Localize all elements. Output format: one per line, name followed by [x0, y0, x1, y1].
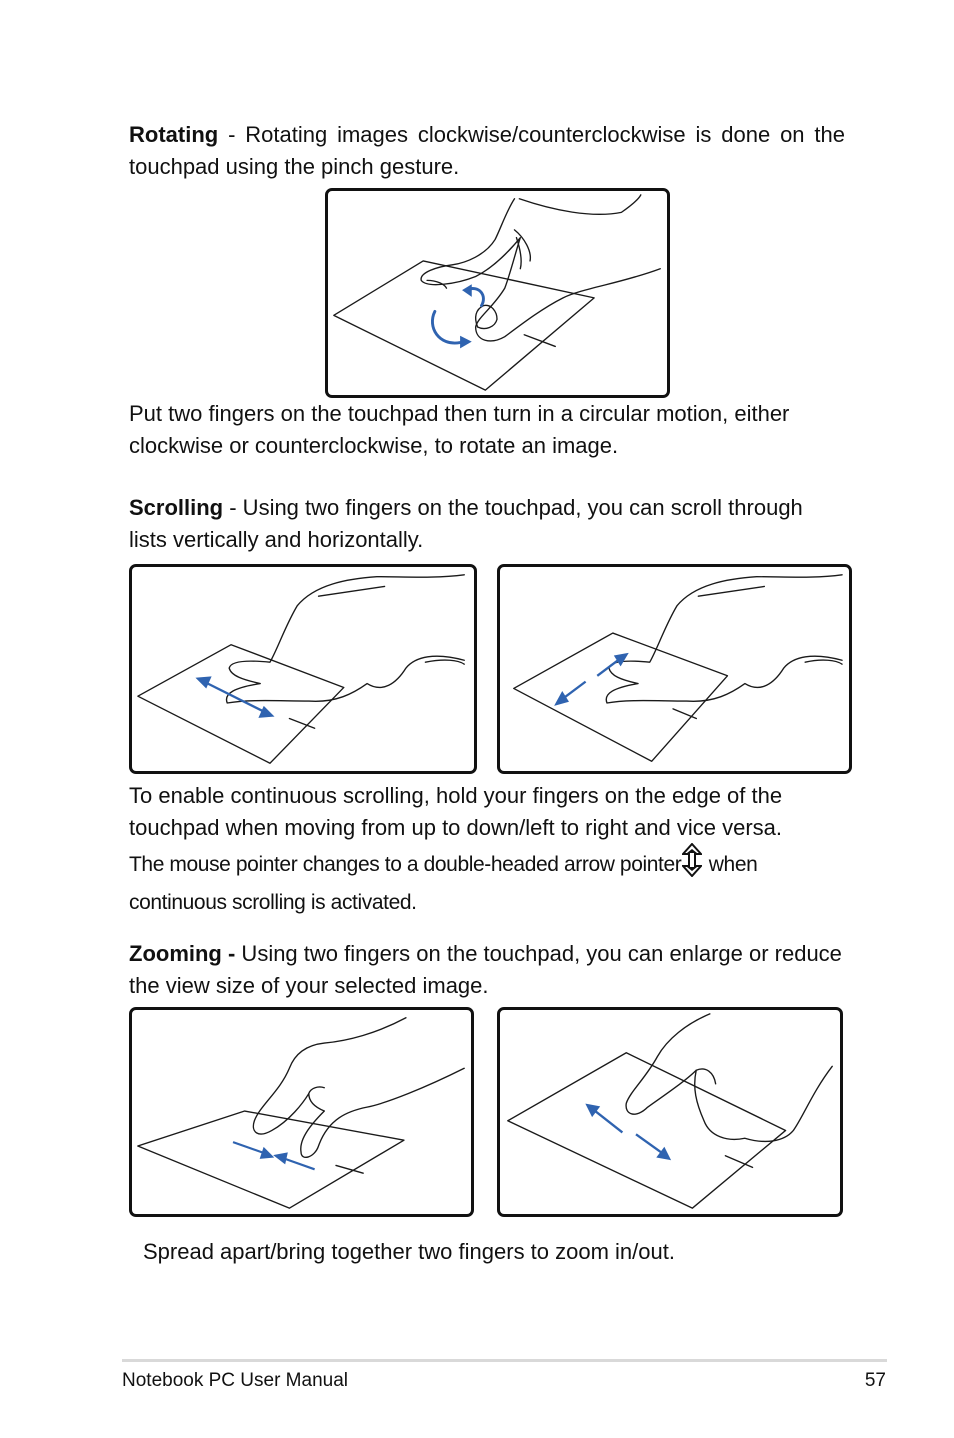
scrolling-description-2: The mouse pointer changes to a double-headed arrow pointer when continuous scrolling is activated. — [129, 843, 845, 919]
footer-title: Notebook PC User Manual — [122, 1370, 348, 1391]
scrolling-description-1: To enable continuous scrolling, hold your fingers on the edge of the touchpad when moving from up to down/left to right and vice versa. — [129, 783, 783, 840]
rotating-description: Put two fingers on the touchpad then turn in a circular motion, either clockwise or counterclockwise, to rotate an image. — [129, 401, 790, 458]
double-headed-arrow-pointer-icon — [682, 843, 702, 887]
zoom-in-drawing — [132, 1010, 471, 1214]
footer-divider — [122, 1359, 887, 1362]
zooming-intro: Zooming - Using two fingers on the touchpad, you can enlarge or reduce the view size of your selected image. — [129, 941, 842, 998]
rotating-term: Rotating — [129, 122, 219, 147]
zooming-caption: Spread apart/bring together two fingers to zoom in/out. — [143, 1239, 675, 1264]
scroll-horizontal-illustration — [129, 564, 477, 774]
scroll-vertical-drawing — [500, 567, 849, 771]
zoom-out-illustration — [497, 1007, 843, 1217]
rotating-illustration — [325, 188, 670, 398]
scrolling-term: Scrolling — [129, 495, 224, 520]
scroll-vertical-illustration — [497, 564, 852, 774]
zoom-in-illustration — [129, 1007, 474, 1217]
page-number: 57 — [864, 1370, 886, 1391]
rotating-intro: Rotating - Rotating images clockwise/counterclockwise is done on the touchpad using the pinch gesture. — [129, 122, 845, 179]
scroll-horizontal-drawing — [132, 567, 474, 771]
zoom-out-drawing — [500, 1010, 840, 1214]
rotate-gesture-drawing — [328, 191, 667, 395]
zooming-term: Zooming - — [129, 941, 236, 966]
scrolling-intro: Scrolling - Using two fingers on the touchpad, you can scroll through lists vertically and horizontally. — [129, 495, 803, 552]
